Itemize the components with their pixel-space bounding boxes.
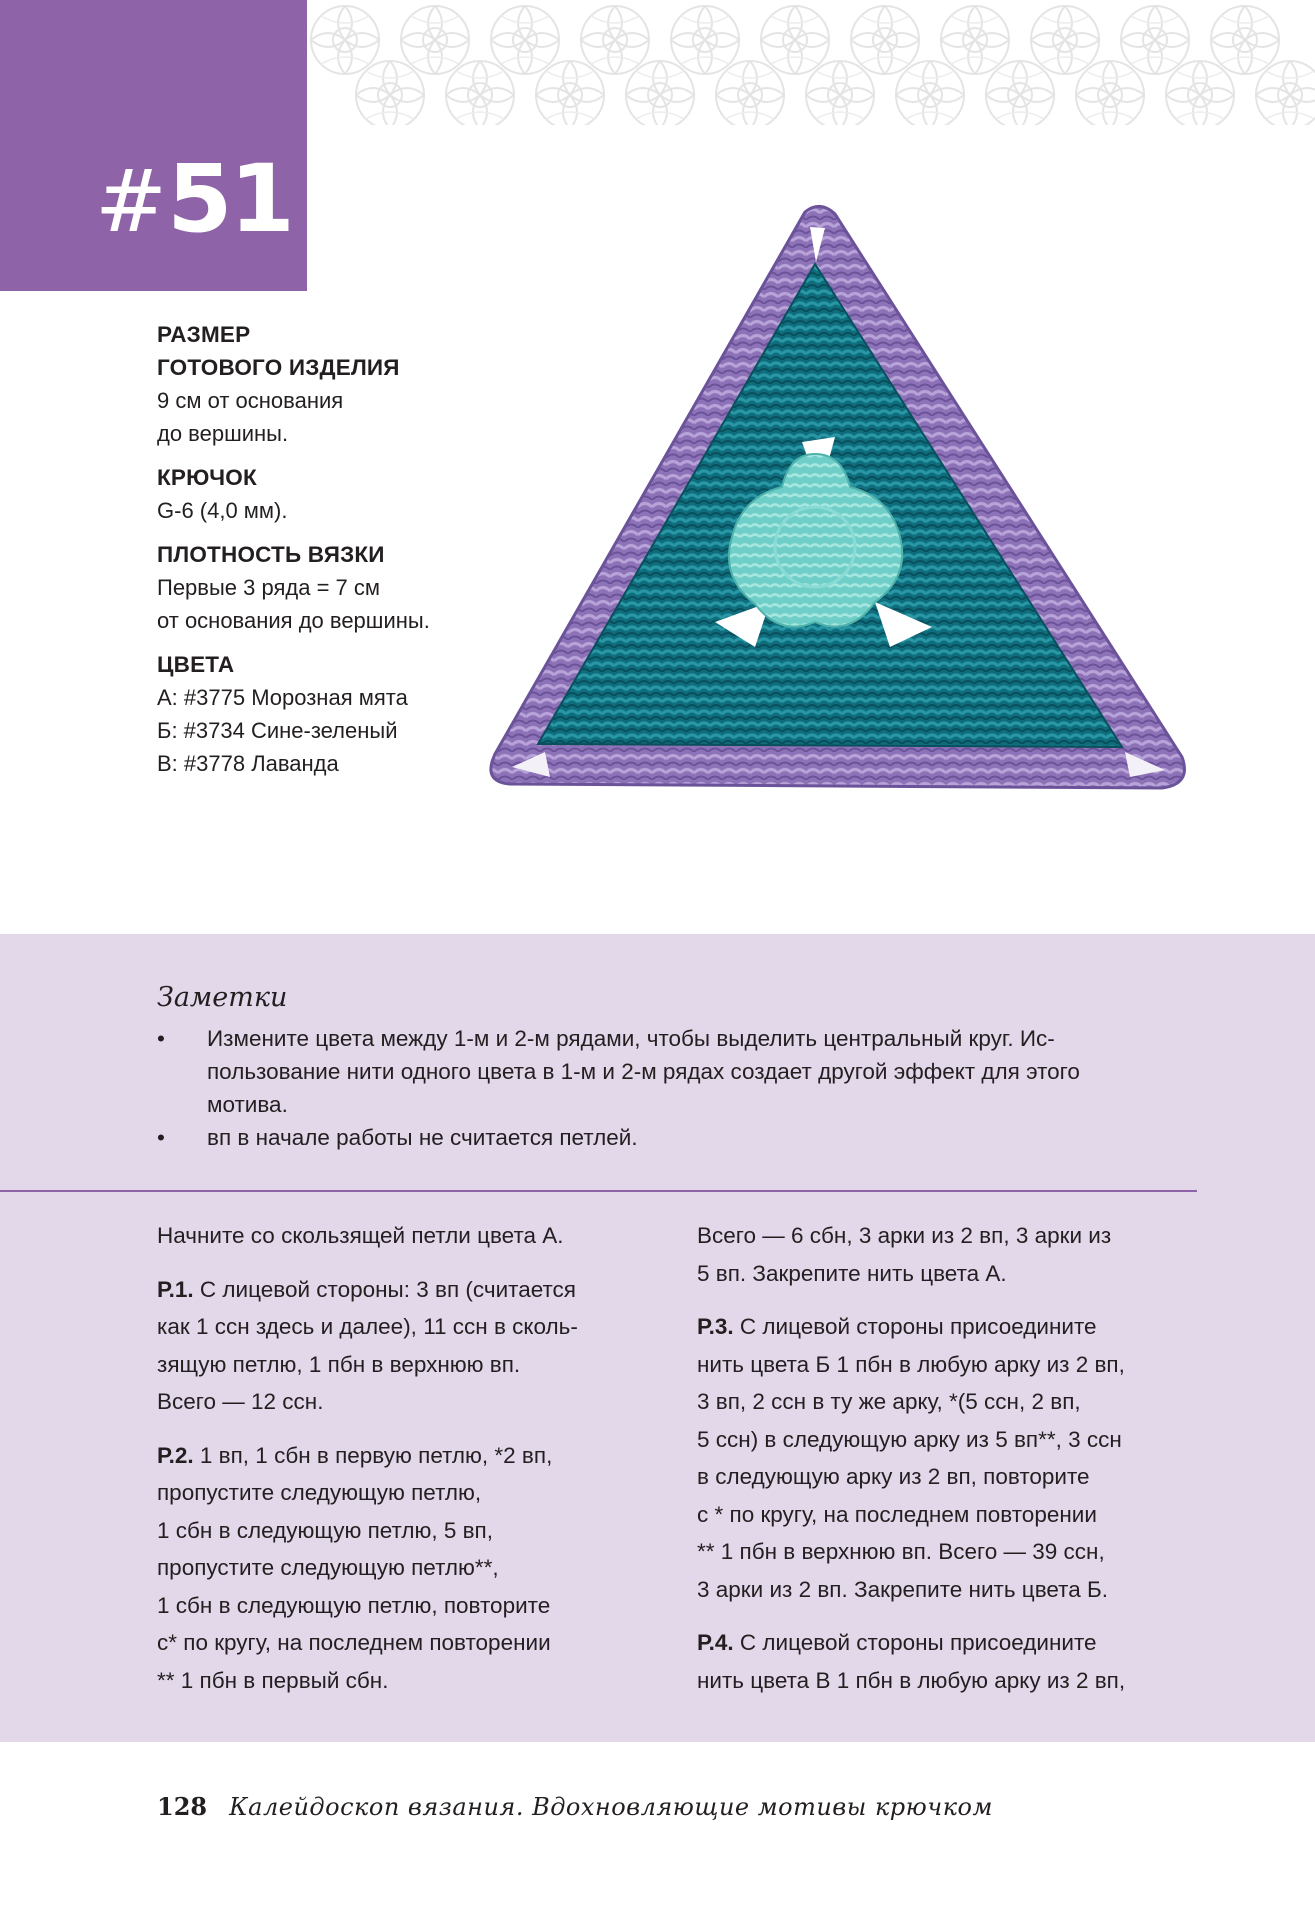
notes-title: Заметки bbox=[157, 982, 288, 1013]
size-heading-2: ГОТОВОГО ИЗДЕЛИЯ bbox=[157, 355, 400, 380]
round-2-line-1: 1 вп, 1 сбн в первую петлю, *2 вп, bbox=[193, 1442, 553, 1468]
gauge-spec bbox=[157, 538, 517, 637]
notes-list bbox=[157, 1022, 1197, 1154]
note-item bbox=[157, 1121, 1197, 1154]
hook-heading: КРЮЧОК bbox=[157, 465, 257, 490]
note-1-line-1: Измените цвета между 1-м и 2-м рядами, чтобы выделить центральный круг. Ис- bbox=[207, 1026, 1055, 1051]
round-4 bbox=[697, 1624, 1207, 1699]
bullet-icon: • bbox=[157, 1026, 165, 1051]
round-4-line-1: С лицевой стороны присоедините bbox=[733, 1630, 1097, 1655]
round-2-cont-line-1: Всего — 6 сбн, 3 арки из 2 вп, 3 арки из bbox=[697, 1223, 1112, 1248]
note-1-line-3: мотива. bbox=[207, 1092, 288, 1117]
round-3-line-7: ** 1 пбн в верхнюю вп. Всего — 39 ссн, bbox=[697, 1539, 1105, 1564]
size-text-2: до вершины. bbox=[157, 421, 289, 446]
section-divider bbox=[0, 1190, 1197, 1192]
crochet-triangle-photo bbox=[470, 192, 1210, 842]
note-1-line-2: пользование нити одного цвета в 1-м и 2-м рядах создает другой эффект для этого bbox=[207, 1059, 1080, 1084]
round-2-continued bbox=[697, 1217, 1207, 1292]
color-c: В: #3778 Лаванда bbox=[157, 751, 339, 776]
pattern-number-badge bbox=[0, 0, 307, 291]
round-3-line-2: нить цвета Б 1 пбн в любую арку из 2 вп, bbox=[697, 1351, 1125, 1377]
round-2-cont-line-2: 5 вп. Закрепите нить цвета А. bbox=[697, 1260, 1007, 1286]
round-1-line-3: зящую петлю, 1 пбн в верхнюю вп. bbox=[157, 1351, 521, 1377]
pattern-hash: # bbox=[95, 152, 168, 252]
lace-header-ornament bbox=[305, 0, 1315, 125]
hook-text: G-6 (4,0 мм). bbox=[157, 498, 288, 523]
round-3 bbox=[697, 1308, 1207, 1608]
round-2-line-3: 1 сбн в следующую петлю, 5 вп, bbox=[157, 1517, 493, 1543]
note-item bbox=[157, 1022, 1197, 1121]
pattern-digits: 51 bbox=[167, 145, 292, 254]
round-1-line-1: С лицевой стороны: 3 вп (считается bbox=[193, 1276, 576, 1302]
instructions-right-column bbox=[697, 1217, 1207, 1715]
color-a: А: #3775 Морозная мята bbox=[157, 685, 408, 710]
bullet-icon: • bbox=[157, 1125, 165, 1150]
hook-spec bbox=[157, 461, 517, 527]
round-3-line-6: с * по кругу, на последнем повторении bbox=[697, 1501, 1097, 1527]
round-3-label: Р.3. bbox=[697, 1314, 734, 1339]
round-2-line-4: пропустите следующую петлю**, bbox=[157, 1555, 499, 1580]
round-1 bbox=[157, 1271, 647, 1421]
note-2-text: вп в начале работы не считается петлей. bbox=[207, 1125, 638, 1150]
book-title: Калейдоскоп вязания. Вдохновляющие мотивы крючком bbox=[229, 1793, 993, 1821]
round-3-line-8: 3 арки из 2 вп. Закрепите нить цвета Б. bbox=[697, 1576, 1108, 1602]
pattern-number bbox=[95, 145, 292, 254]
round-2-line-6: с* по кругу, на последнем повторении bbox=[157, 1630, 551, 1655]
round-2-line-7: ** 1 пбн в первый сбн. bbox=[157, 1667, 389, 1693]
round-3-line-5: в следующую арку из 2 вп, повторите bbox=[697, 1464, 1090, 1489]
round-1-line-2: как 1 ссн здесь и далее), 11 ссн в сколь- bbox=[157, 1314, 578, 1339]
gauge-text-2: от основания до вершины. bbox=[157, 608, 430, 633]
round-2 bbox=[157, 1437, 647, 1700]
round-4-label: Р.4. bbox=[697, 1630, 734, 1655]
colors-spec bbox=[157, 648, 517, 780]
size-text-1: 9 см от основания bbox=[157, 388, 344, 413]
round-2-line-2: пропустите следующую петлю, bbox=[157, 1480, 482, 1505]
gauge-text-1: Первые 3 ряда = 7 см bbox=[157, 575, 380, 600]
round-2-line-5: 1 сбн в следующую петлю, повторите bbox=[157, 1592, 551, 1618]
instructions-panel bbox=[0, 934, 1315, 1742]
start-text: Начните со скользящей петли цвета А. bbox=[157, 1223, 564, 1248]
page-number: 128 bbox=[157, 1792, 208, 1821]
round-1-line-4: Всего — 12 ссн. bbox=[157, 1389, 324, 1414]
round-2-label: Р.2. bbox=[157, 1442, 194, 1468]
gauge-heading: ПЛОТНОСТЬ ВЯЗКИ bbox=[157, 542, 385, 567]
colors-heading: ЦВЕТА bbox=[157, 652, 235, 677]
color-b: Б: #3734 Сине-зеленый bbox=[157, 718, 398, 743]
size-heading-1: РАЗМЕР bbox=[157, 322, 251, 347]
size-spec bbox=[157, 318, 517, 450]
round-3-line-3: 3 вп, 2 ссн в ту же арку, *(5 ссн, 2 вп, bbox=[697, 1389, 1081, 1414]
page-footer bbox=[157, 1792, 993, 1821]
instructions-left-column bbox=[157, 1217, 647, 1715]
pattern-specs bbox=[157, 318, 517, 791]
round-1-label: Р.1. bbox=[157, 1276, 194, 1302]
start-paragraph bbox=[157, 1217, 647, 1255]
round-4-line-2: нить цвета В 1 пбн в любую арку из 2 вп, bbox=[697, 1667, 1126, 1693]
round-3-line-4: 5 ссн) в следующую арку из 5 вп**, 3 ссн bbox=[697, 1426, 1122, 1452]
round-3-line-1: С лицевой стороны присоедините bbox=[733, 1314, 1097, 1339]
